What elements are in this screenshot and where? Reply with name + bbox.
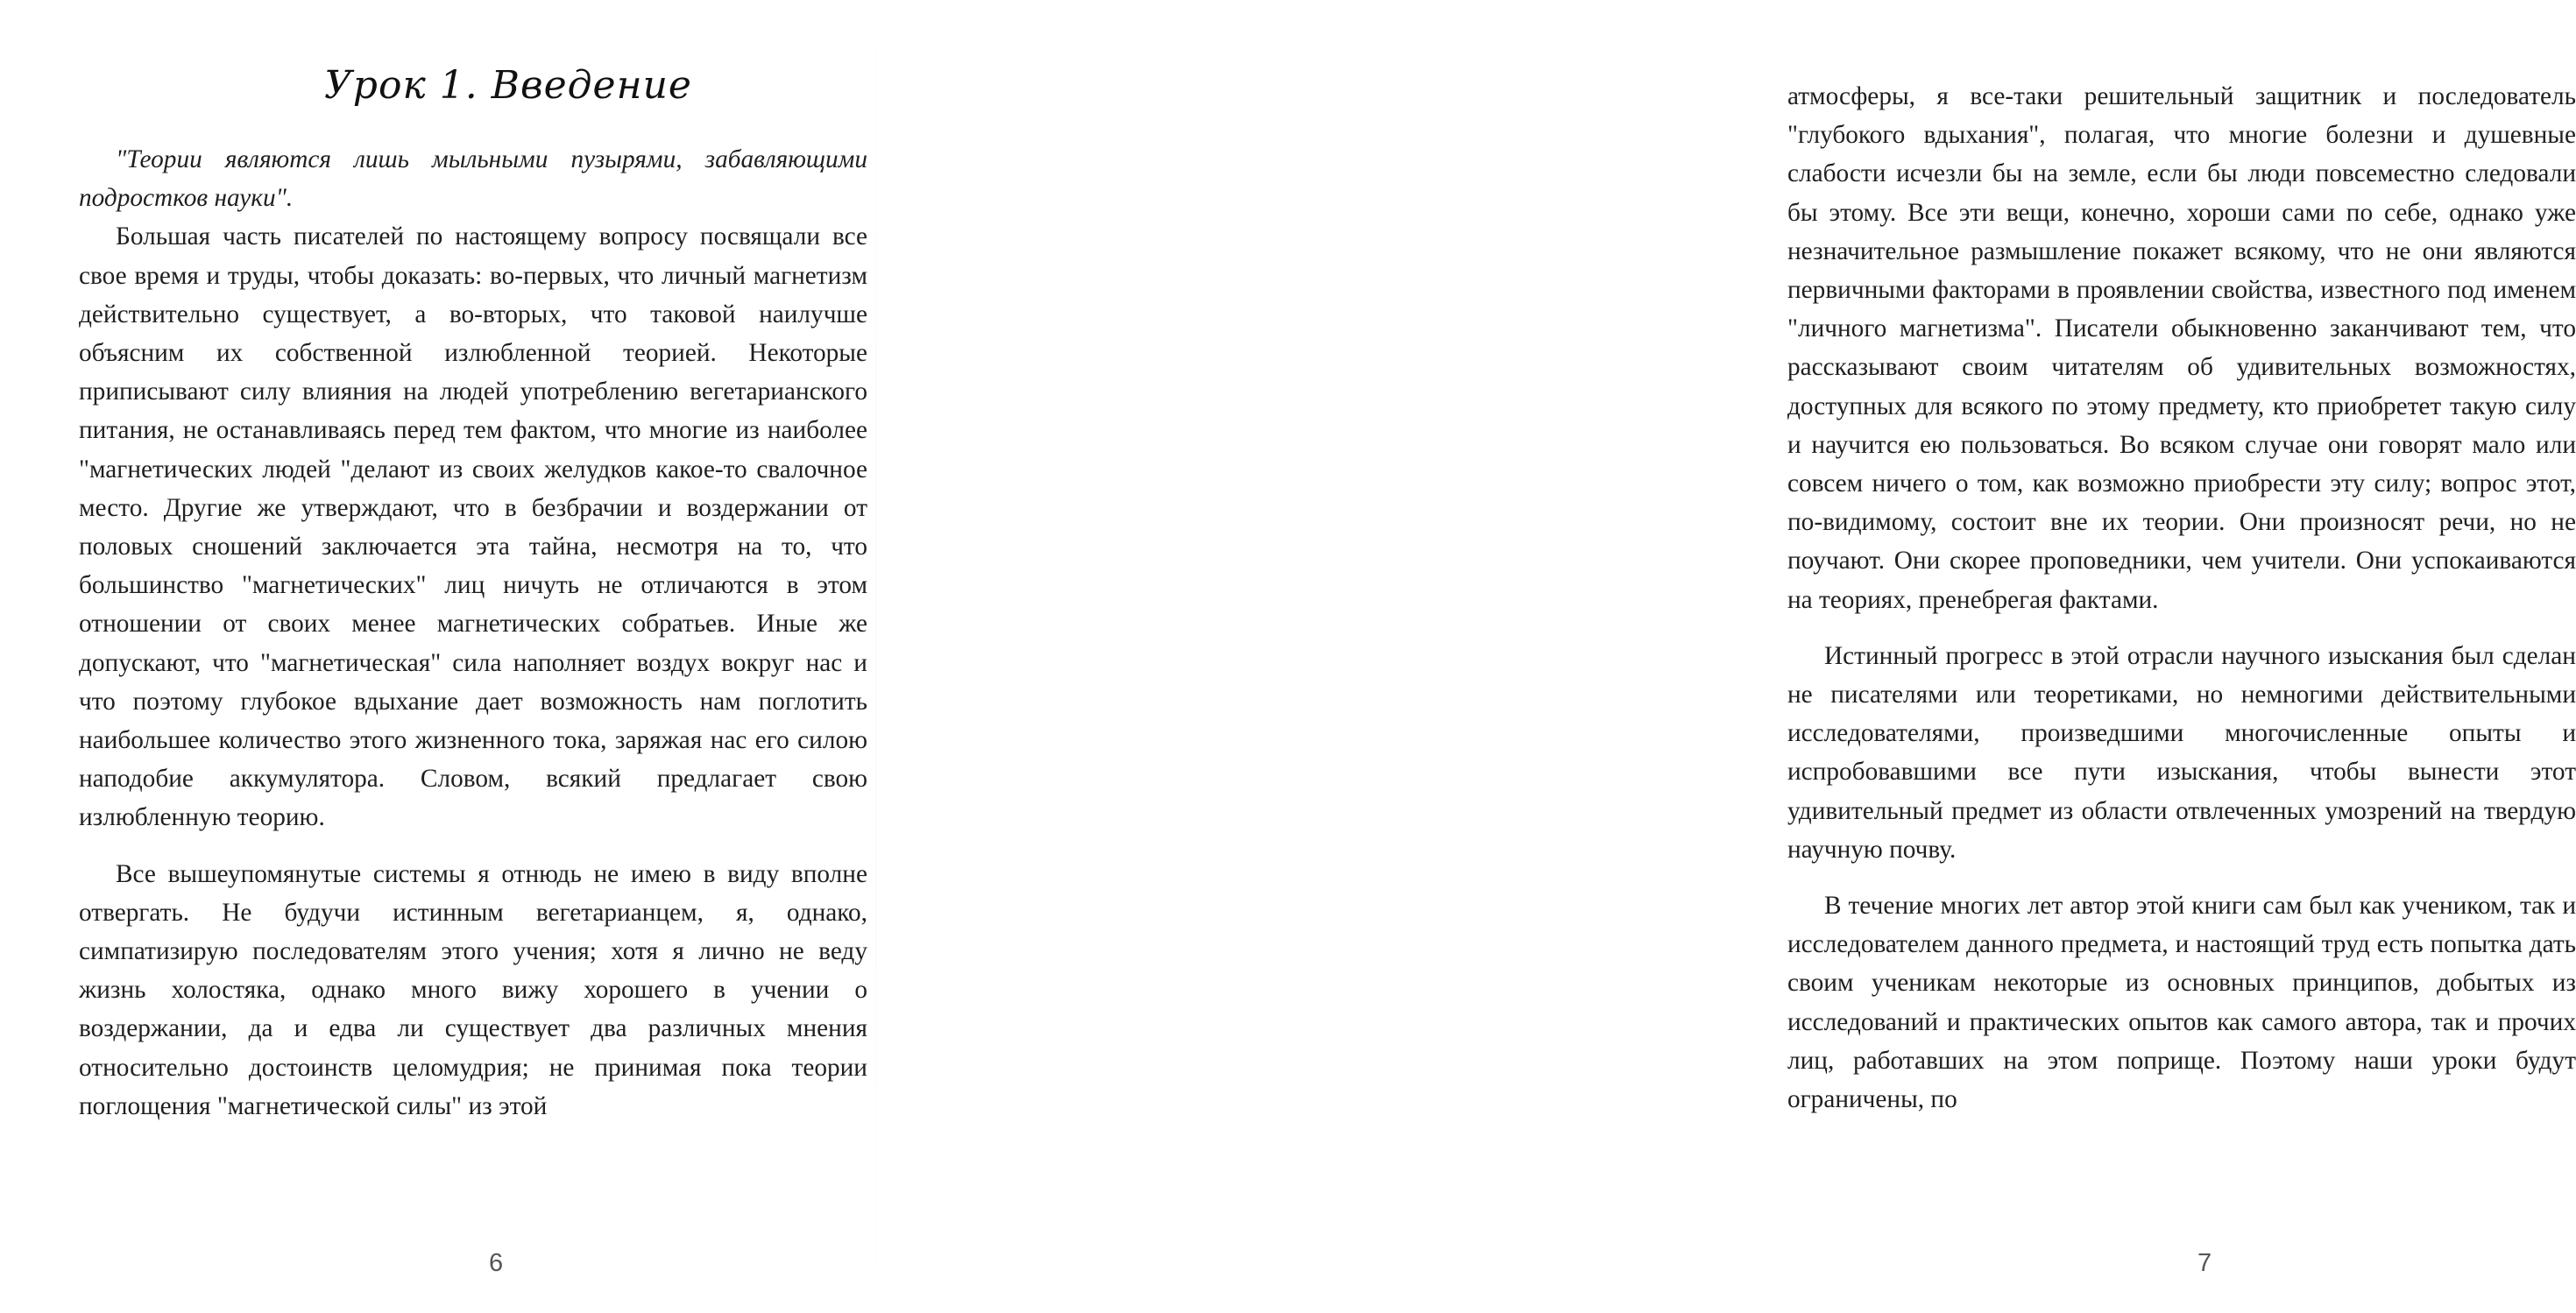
left-page xyxy=(0,0,876,1313)
chapter-title: Урок 1. Введение xyxy=(324,63,692,108)
right-paragraph-3: В течение многих лет автор этой книги сам был как учеником, так и исследователем данного предмета, и настоящий труд есть попытка дать своим ученикам некоторые из основных принципов, добытых из исследований и практических опытов как самого автора, так и прочих лиц, работавших на этом поприще. Поэтому наши уроки будут ограничены, по xyxy=(1787,892,2576,1114)
right-paragraph-2: Истинный прогресс в этой отрасли научного изыскания был сделан не писателями или теоретиками, но немногими действительными исследователями, произведшими многочисленные опыты и испробовавшими все пути изыскания, чтобы вынести этот удивительный предмет из области отвлеченных умозрений на твердую научную почву. xyxy=(1787,641,2576,864)
right-paragraph-continued: атмосферы, я все-таки решительный защитник и последователь "глубокого вдыхания", полагая, что многие болезни и душевные слабости исчезли бы на земле, если бы люди повсеместно следовали бы этому. Все эти вещи, конечно, хороши сами по себе, однако уже незначительное размышление покажет всякому, что не они являются первичными факторами в проявлении свойства, известного под именем "личного магнетизма". Писатели обыкновенно заканчивают тем, что рассказывают своим читателям об удивительных возможностях, доступных для всякого по этому предмету, кто приобретет такую силу и научится ею пользоваться. Во всяком случае они говорят мало или совсем ничего о том, как возможно приобрести эту силу; вопрос этот, по-видимому, состоит вне их теории. Они произносят речи, но не поучают. Они скорее проповедники, чем учители. Они успокаиваются на теориях, пренебрегая фактами. xyxy=(1787,82,2576,614)
page-number-right: 7 xyxy=(2197,1249,2212,1277)
right-page xyxy=(876,0,2576,1313)
right-page-text xyxy=(1787,77,2576,1119)
left-paragraph-2: Все вышеупомянутые системы я отнюдь не имею в виду вполне отвергать. Не будучи истинным вегетарианцем, я, однако, симпатизирую последователям этого учения; хотя я лично не веду жизнь холостяка, однако много вижу хорошего в учении о воздержании, да и едва ли существует два различных мнения относительно достоинств целомудрия; не принимая пока теории поглощения "магнетической силы" из этой xyxy=(79,859,867,1120)
left-page-text xyxy=(79,140,867,1126)
left-paragraph-1: Большая часть писателей по настоящему вопросу посвящали все свое время и труды, чтобы доказать: во-первых, что личный магнетизм действительно существует, а во-вторых, что таковой наилучше объясним их собственной излюбленной теорией. Некоторые приписывают силу влияния на людей употреблению вегетарианского питания, не останавливаясь перед тем фактом, что многие из наиболее "магнетических людей "делают из своих желудков какое-то свалочное место. Другие же утверждают, что в безбрачии и воздержании от половых сношений заключается эта тайна, несмотря на то, что большинство "магнетических" лиц ничуть не отличаются в этом отношении от своих менее магнетических собратьев. Иные же допускают, что "магнетическая" сила наполняет воздух вокруг нас и что поэтому глубокое вдыхание дает возможность нам поглотить наибольшее количество этого жизненного тока, заряжая нас его силою наподобие аккумулятора. Словом, всякий предлагает свою излюбленную теорию. xyxy=(79,222,867,832)
page-number-left: 6 xyxy=(489,1249,504,1277)
epigraph: "Теории являются лишь мыльными пузырями, забавляющими подростков науки". xyxy=(79,145,867,213)
